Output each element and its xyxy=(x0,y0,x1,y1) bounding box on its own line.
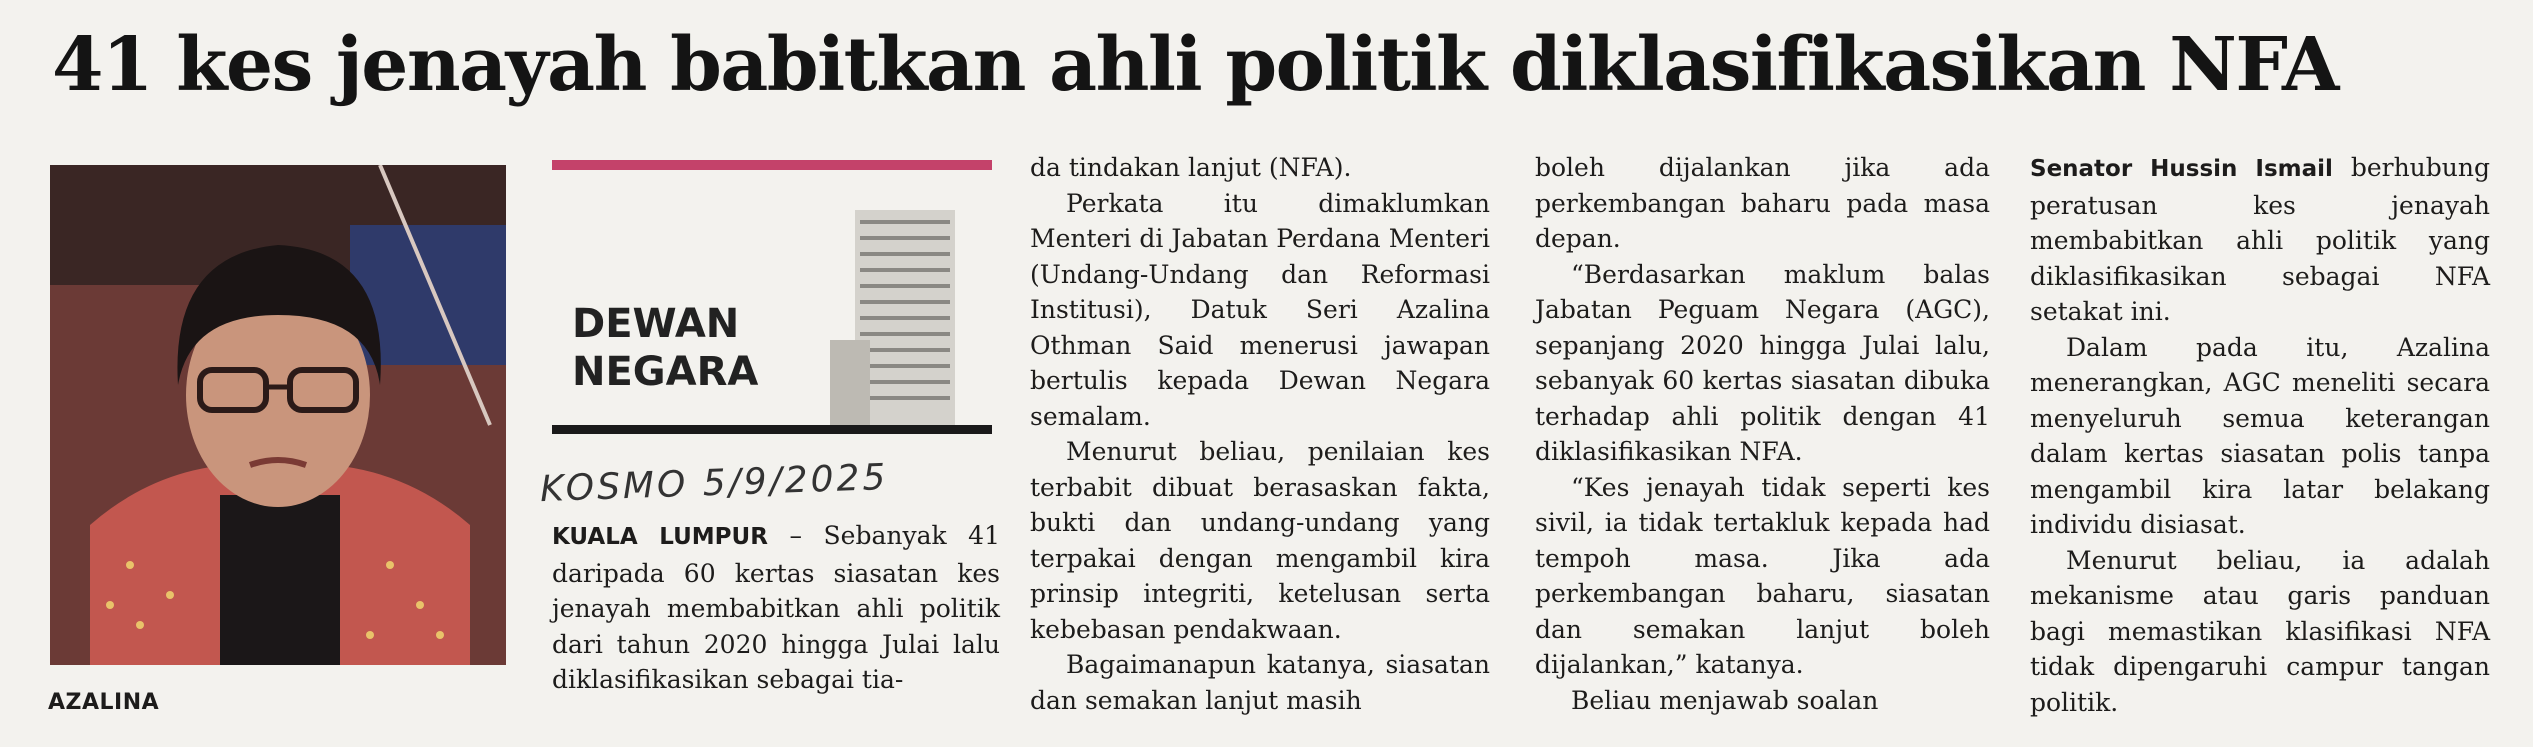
section-rule xyxy=(552,425,992,434)
article-headline: 41 kes jenayah babitkan ahli politik diklasifikasikan NFA xyxy=(52,22,2338,108)
article-column-3 xyxy=(1535,150,1990,718)
photo-caption: AZALINA xyxy=(48,690,160,715)
handwritten-date-note: KOSMO 5/9/2025 xyxy=(539,456,889,511)
col3-paragraph: “Berdasarkan maklum balas Jabatan Peguam Negara (AGC), sepanjang 2020 hingga Julai lalu, sebanyak 60 kertas siasatan dibuka terhadap ahli politik dengan 41 diklasifikasikan NFA. xyxy=(1535,259,1990,466)
section-label-line1: DEWAN xyxy=(572,301,740,347)
col4-paragraph: Menurut beliau, ia adalah mekanisme atau garis panduan bagi memastikan klasifikasi NFA tidak dipengaruhi campur tangan politik. xyxy=(2030,545,2490,717)
col4-paragraph: Dalam pada itu, Azalina menerangkan, AGC meneliti secara menyeluruh semua keterangan dalam kertas siasatan polis tanpa mengambil kira latar belakang individu disiasat. xyxy=(2030,332,2490,539)
azalina-photo xyxy=(50,165,506,665)
col2-paragraph: da tindakan lanjut (NFA). xyxy=(1030,153,1352,182)
col2-paragraph: Bagaimanapun katanya, siasatan dan semakan lanjut masih xyxy=(1030,650,1490,715)
section-label-line2: NEGARA xyxy=(572,349,759,395)
senator-name: Senator Hussin Ismail xyxy=(2030,156,2333,182)
col2-paragraph: Menurut beliau, penilaian kes terbabit dibuat berasaskan fakta, bukti dan undang-undang yang terpakai dengan mengambil kira prinsip integriti, ketelusan serta kebebasan pendakwaan. xyxy=(1030,437,1490,644)
article-column-4 xyxy=(2030,150,2490,720)
parliament-building-icon xyxy=(830,190,970,425)
section-label xyxy=(572,300,758,396)
col3-paragraph: boleh dijalankan jika ada perkembangan baharu pada masa depan. xyxy=(1535,153,1990,253)
col1-text: – Sebanyak 41 daripada 60 kertas siasatan kes jenayah membabitkan ahli politik dari tahun 2020 hingga Julai lalu diklasifikasikan sebagai tia- xyxy=(552,521,1000,694)
article-column-2 xyxy=(1030,150,1490,718)
col2-paragraph: Perkata itu dimaklumkan Menteri di Jabatan Perdana Menteri (Undang-Undang dan Reformasi Institusi), Datuk Seri Azalina Othman Said menerusi jawapan bertulis kepada Dewan Negara semalam. xyxy=(1030,188,1490,431)
article-column-1 xyxy=(552,518,1000,698)
col3-paragraph: “Kes jenayah tidak seperti kes sivil, ia tidak tertakluk kepada had tempoh masa. Jika ada perkembangan baharu, siasatan dan semakan lanjut boleh dijalankan,” katanya. xyxy=(1535,472,1990,679)
col3-paragraph: Beliau menjawab soalan xyxy=(1571,685,1879,715)
section-accent-bar xyxy=(552,160,992,170)
col4-text: berhubung peratusan kes jenayah membabitkan ahli politik yang diklasifikasikan sebagai NFA setakat ini. xyxy=(2030,153,2490,326)
dateline: KUALA LUMPUR xyxy=(552,524,768,550)
